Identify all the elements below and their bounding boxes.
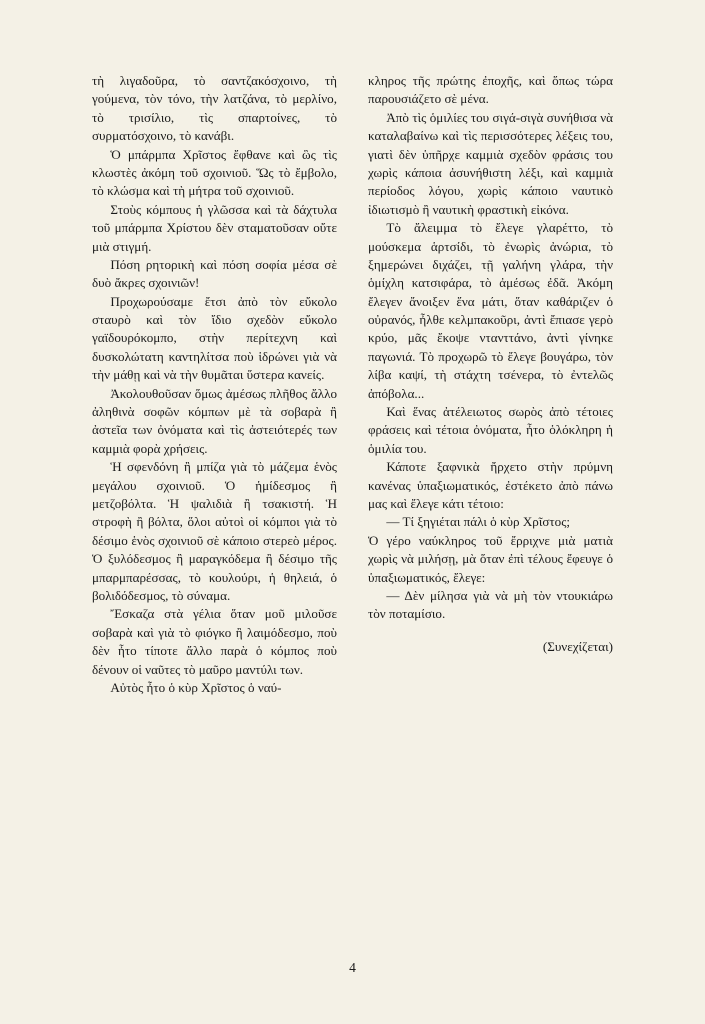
paragraph: Ἔσκαζα στὰ γέλια ὅταν μοῦ μιλοῦσε σοβαρὰ καὶ γιὰ τὸ φιόγκο ἢ λαιμόδεσμο, ποὺ δὲν ἦτο τίποτε ἄλλο παρὰ ὁ κόμπος ποὺ δένουν οἱ ναῦτες τὸ μαῦρο μαντύλι των.	[92, 606, 337, 677]
dialogue-line: — Τί ξηγιέται πάλι ὁ κὺρ Χρῖστος;	[386, 514, 571, 530]
paragraph: Ἀπὸ τὶς ὁμιλίες του σιγά-σιγὰ συνήθισα νὰ καταλαβαίνω καὶ τὶς περισσότερες λέξεις του, γιατὶ δὲν ὑπῆρχε καμμιὰ σχεδὸν φράσις του χωρὶς κάποια ἀσυνήθιστη λέξι, καὶ καμμιὰ περίοδος λόγου, χωρὶς κάποιο ναυτικὸ ἰδιωτισμὸ ἢ ναυτικὴ φραστικὴ εἰκόνα.	[368, 109, 613, 217]
dialogue-line: — Δὲν μίλησα γιὰ νὰ μὴ τὸν ντουκιάρω τὸν ποταμίσιο.	[368, 587, 613, 622]
paragraph: Στοὺς κόμπους ἡ γλῶσσα καὶ τὰ δάχτυλα τοῦ μπάρμπα Χρίστου δὲν σταματοῦσαν οὔτε μιὰ στιγμή.	[92, 201, 337, 254]
paragraph: Προχωρούσαμε ἔτσι ἀπὸ τὸν εὔκολο σταυρὸ καὶ τὸν ἴδιο σχεδὸν εὔκολο γαϊδουρόκομπο, στὴν περίτεχνη καὶ δυσκολώτατη καντηλίτσα ποὺ ἱδρώνει γιὰ νὰ τὴν μάθῃ καὶ νὰ τὴν θυμᾶται ὕστερα κανείς.	[92, 293, 337, 383]
paragraph: Ἡ σφενδόνη ἢ μπίζα γιὰ τὸ μάζεμα ἑνὸς μεγάλου σχοινιοῦ. Ὁ ἡμίδεσμος ἢ μετζοβόλτα. Ἡ ψαλιδιὰ ἢ τσακιστή. Ἡ στροφὴ ἢ βόλτα, ὅλοι αὐτοὶ οἱ κόμποι γιὰ τὸ δέσιμο ἑνὸς σχοινιοῦ σὲ κάποιο στερεὸ μέρος. Ὁ ξυλόδεσμος ἢ μαραγκόδεμα ἢ δέσιμο τῆς μπαρμπαρέσσας, τὸ κουλούρι, ἡ θηλειά, ὁ βολιδόδεσμος, τὸ σύναμα.	[92, 459, 337, 603]
paragraph: τὴ λιγαδοῦρα, τὸ σαντζακόσχοινο, τὴ γούμενα, τὸν τόνο, τὴν λατζάνα, τὸ μερλίνο, τὸ τρισίλιο, τὶς σπαρτοίνες, τὸ συρματόσχοινο, τὸ κανάβι.	[92, 73, 337, 144]
paragraph: Κάποτε ξαφνικὰ ἤρχετο στὴν πρύμνη κανένας ὑπαξιωματικός, ἐστέκετο ἀπὸ πάνω μας καὶ ἔλεγε κάτι τέτοιο:	[368, 459, 613, 511]
page-number: 4	[349, 960, 356, 975]
paragraph: Ἀκολουθοῦσαν ὅμως ἀμέσως πλῆθος ἄλλο ἀληθινὰ σοφῶν κόμπων μὲ τὰ σοβαρὰ ἢ ἀστεῖα των ὀνόματα καὶ τὶς ἀστειότερές των καμμιὰ φορὰ χρήσεις.	[92, 385, 337, 456]
paragraph: κληρος τῆς πρώτης ἐποχῆς, καὶ ὅπως τώρα παρουσιάζετο σὲ μένα.	[368, 73, 613, 107]
paragraph: Τὸ ἄλειμμα τὸ ἔλεγε γλαρέττο, τὸ μούσκεμα ἁρτσίδι, τὸ ἐνωρὶς ἀνώρια, τὸ ξημερώνει διχάζει, τῇ γαλήνη γλάρα, τὴν ὁμίχλη κατσιφάρα, τὸ ἀμέσως ἐδᾶ. Ἀκόμη ἔλεγεν ἄνοιξεν ἕνα μάτι, ὅταν καθάριζεν ὁ οὐρανός, ἦλθε κελμπακοῦρι, ἀντὶ ἔπιασε γερὸ κρύο, μᾶς ἔκοψε ντανττάνο, ἀντὶ γίνηκε παγωνιά. Τὸ προχωρῶ τὸ ἔλεγε βουγάρω, τὸν λίβα καψί, τὴ στάχτη τσένερα, τὸ ἐντελῶς ἀπόβολα...	[368, 220, 613, 401]
right-column	[368, 72, 613, 656]
paragraph: Ὁ γέρο ναύκληρος τοῦ ἔρριχνε μιὰ ματιὰ χωρὶς νὰ μιλήσῃ, μὰ ὅταν ἐπὶ τέλους ἔφευγε ὁ ὑπαξιωματικός, ἔλεγε:	[368, 532, 613, 585]
two-column-body	[92, 72, 613, 697]
paragraph: Ὁ μπάρμπα Χρῖστος ἔφθανε καὶ ὣς τὶς κλωστὲς ἀκόμη τοῦ σχοινιοῦ. Ὥς τὸ ἔμβολο, τὸ κλώσμα καὶ τὴ μήτρα τοῦ σχοινιοῦ.	[92, 146, 337, 199]
paragraph: Πόση ρητορικὴ καὶ πόση σοφία μέσα σὲ δυὸ ἄκρες σχοινιῶν!	[92, 256, 337, 291]
paragraph: Καὶ ἕνας ἀτέλειωτος σωρὸς ἀπὸ τέτοιες φράσεις καὶ τέτοια ὀνόματα, ἦτο ὁλόκληρη ἡ ὁμιλία του.	[368, 404, 613, 456]
paragraph: Αὐτὸς ἦτο ὁ κὺρ Χρῖστος ὁ ναύ-	[110, 679, 282, 695]
left-column	[92, 72, 337, 697]
continuation-note: (Συνεχίζεται)	[542, 638, 613, 654]
